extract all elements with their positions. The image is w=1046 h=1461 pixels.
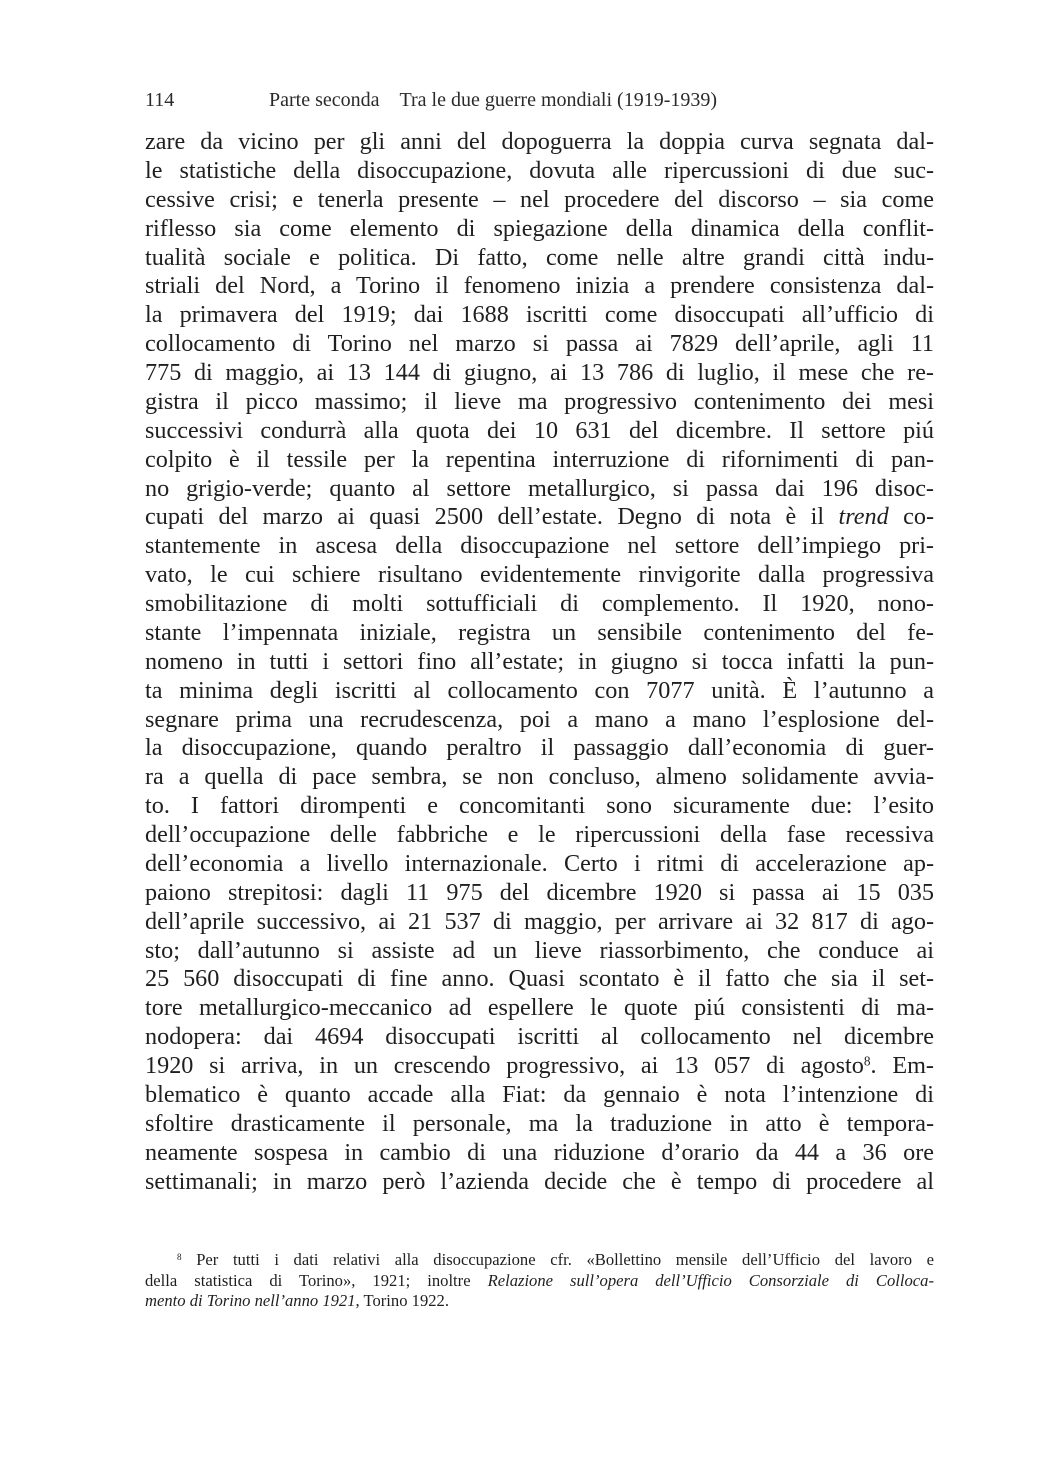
italic-term: trend — [838, 503, 889, 531]
text-line: zare da vicino per gli anni del dopoguerra la doppia curva segnata dal- — [145, 128, 934, 155]
body-text — [145, 128, 934, 1196]
footnote-line: della statistica di Torino», 1921; inoltre Relazione sull’opera dell’Ufficio Consorziale di Colloca- — [145, 1270, 934, 1290]
text-line: successivi condurrà alla quota dei 10 631 del dicembre. Il settore piú — [145, 416, 934, 444]
text-line: nomeno in tutti i settori fino all’estate; in giugno si tocca infatti la pun- — [145, 647, 934, 675]
text-line: 1920 si arriva, in un crescendo progressivo, ai 13 057 di agosto$^8$. Em- — [145, 1052, 934, 1079]
text-line: 775 di maggio, ai 13 144 di giugno, ai 13 786 di luglio, il mese che re- — [145, 359, 934, 386]
text-line: 25 560 disoccupati di fine anno. Quasi scontato è il fatto che sia il set- — [145, 965, 934, 993]
text-line: segnare prima una recrudescenza, poi a mano a mano l’esplosione del- — [145, 705, 934, 733]
text-line: ra a quella di pace sembra, se non concluso, almeno solidamente avvia- — [145, 763, 934, 791]
text-line: ta minima degli iscritti al collocamento con 7077 unità. È l’autunno a — [145, 676, 934, 704]
text-line: tore metallurgico-meccanico ad espellere le quote piú consistenti di ma- — [145, 994, 934, 1022]
text-line: sto; dall’autunno si assiste ad un lieve riassorbimento, che conduce ai — [145, 936, 934, 964]
text-line: nodopera: dai 4694 disoccupati iscritti al collocamento nel dicembre — [145, 1023, 934, 1051]
text-line: tualità sociale e politica. Di fatto, come nelle altre grandi città indu- — [145, 243, 934, 271]
text-line: le statistiche della disoccupazione, dovuta alle ripercussioni di due suc- — [145, 156, 934, 184]
footnote-line: $^8$ Per tutti i dati relativi alla disoccupazione cfr. «Bollettino mensile dell’Ufficio del lavoro e — [177, 1250, 934, 1269]
text-line: striali del Nord, a Torino il fenomeno inizia a prendere consistenza dal- — [145, 272, 934, 300]
footnote-title: Relazione sull’opera dell’Ufficio Consorziale di Colloca- — [487, 1270, 934, 1290]
footnote-title: mento di Torino nell’anno 1921 — [145, 1291, 356, 1310]
text-line: vato, le cui schiere risultano evidentemente rinvigorite dalla progressiva — [145, 561, 934, 589]
text-line: cupati del marzo ai quasi 2500 dell’estate. Degno di nota è il trend co- — [145, 503, 935, 531]
text-line: la disoccupazione, quando peraltro il passaggio dall’economia di guer- — [145, 734, 934, 762]
text-line: paiono strepitosi: dagli 11 975 del dicembre 1920 si passa ai 15 035 — [145, 878, 934, 906]
text-line: neamente sospesa in cambio di una riduzione d’orario da 44 a 36 ore — [145, 1138, 934, 1166]
text-line: dell’occupazione delle fabbriche e le ripercussioni della fase recessiva — [145, 821, 934, 848]
text-line: stantemente in ascesa della disoccupazione nel settore dell’impiego pri- — [145, 532, 934, 560]
footnote-number: 8 — [177, 1251, 182, 1262]
text-line: gistra il picco massimo; il lieve ma progressivo contenimento dei mesi — [145, 387, 934, 415]
running-header — [145, 86, 945, 114]
text-line: riflesso sia come elemento di spiegazione della dinamica della conflit- — [145, 214, 934, 242]
text-line: blematico è quanto accade alla Fiat: da gennaio è nota l’intenzione di — [145, 1080, 934, 1108]
text-line: stante l’impennata iniziale, registra un sensibile contenimento del fe- — [145, 618, 934, 646]
text-line: sfoltire drasticamente il personale, ma la traduzione in atto è tempora- — [145, 1109, 934, 1137]
text-line: cessive crisi; e tenerla presente – nel procedere del discorso – sia come — [145, 185, 934, 213]
text-line: dell’economia a livello internazionale. Certo i ritmi di accelerazione ap- — [145, 849, 934, 877]
text-line: collocamento di Torino nel marzo si passa ai 7829 dell’aprile, agli 11 — [145, 330, 934, 358]
footnote-reference[interactable]: 8 — [863, 1053, 871, 1069]
text-line: smobilitazione di molti sottufficiali di complemento. Il 1920, nono- — [145, 590, 934, 617]
text-line: to. I fattori dirompenti e concomitanti sono sicuramente due: l’esito — [145, 792, 934, 820]
text-line: colpito è il tessile per la repentina interruzione di rifornimenti di pan- — [145, 445, 934, 473]
page-number: 114 — [145, 89, 175, 111]
text-line: la primavera del 1919; dai 1688 iscritti come disoccupati all’ufficio di — [145, 301, 934, 329]
text-line: no grigio-verde; quanto al settore metallurgico, si passa dai 196 disoc- — [145, 474, 934, 502]
footnotes — [145, 1250, 934, 1312]
running-title: Parte seconda Tra le due guerre mondiali (1919-1939) — [269, 89, 718, 111]
text-line: settimanali; in marzo però l’azienda decide che è tempo di procedere al — [145, 1167, 934, 1195]
text-line: dell’aprile successivo, ai 21 537 di maggio, per arrivare ai 32 817 di ago- — [145, 907, 934, 935]
footnote-line: mento di Torino nell’anno 1921, Torino 1922. — [145, 1291, 450, 1310]
